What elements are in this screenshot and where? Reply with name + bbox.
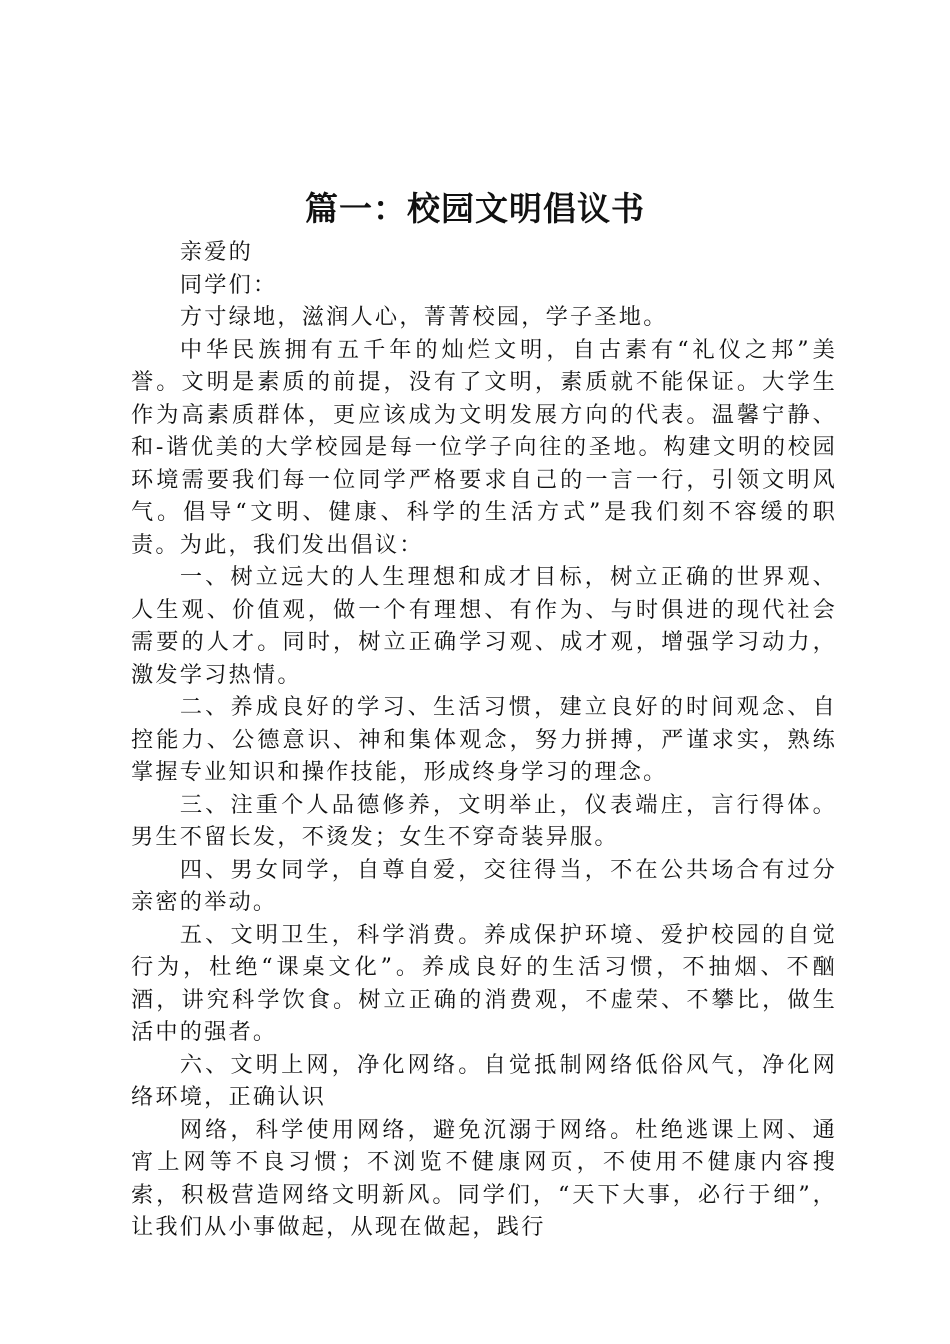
proposal-item-3: 三、注重个人品德修养，文明举止，仪表端庄，言行得体。男生不留长发，不烫发；女生不穿奇装异服。	[131, 791, 837, 850]
salutation-line-1: 亲爱的	[179, 239, 253, 265]
proposal-item-1: 一、树立远大的人生理想和成才目标，树立正确的世界观、人生观、价值观，做一个有理想、有作为、与时俱进的现代社会需要的人才。同时，树立正确学习观、成才观，增强学习动力，激发学习热情。	[131, 564, 837, 688]
proposal-item-6: 六、文明上网，净化网络。自觉抵制网络低俗风气，净化网络环境，正确认识	[131, 1051, 837, 1110]
document-body	[131, 236, 837, 1244]
proposal-item-5: 五、文明卫生，科学消费。养成保护环境、爱护校园的自觉行为，杜绝“课桌文化”。养成良好的生活习惯，不抽烟、不酗酒，讲究科学饮食。树立正确的消费观，不虚荣、不攀比，做生活中的强者。	[131, 921, 837, 1045]
proposal-item-2: 二、养成良好的学习、生活习惯，建立良好的时间观念、自控能力、公德意识、神和集体观念，努力拼搏，严谨求实，熟练掌握专业知识和操作技能，形成终身学习的理念。	[131, 694, 837, 785]
opening-paragraph: 方寸绿地，滋润人心，菁菁校园，学子圣地。	[179, 304, 668, 330]
salutation-line-2: 同学们：	[179, 271, 278, 298]
intro-paragraph: 中华民族拥有五千年的灿烂文明，自古素有“礼仪之邦”美誉。文明是素质的前提，没有了文明，素质就不能保证。大学生作为高素质群体，更应该成为文明发展方向的代表。温馨宁静、和-谐优美的大学校园是每一位学子向往的圣地。构建文明的校园环境需要我们每一位同学严格要求自己的一言一行，引领文明风气。倡导“文明、健康、科学的生活方式”是我们刻不容缓的职责。为此，我们发出倡议：	[131, 336, 837, 558]
document-title: 篇一：校园文明倡议书	[305, 189, 645, 228]
proposal-item-4: 四、男女同学，自尊自爱，交往得当，不在公共场合有过分亲密的举动。	[131, 856, 837, 915]
proposal-item-6-continued: 网络，科学使用网络，避免沉溺于网络。杜绝逃课上网、通宵上网等不良习惯；不浏览不健康网页，不使用不健康内容搜索，积极营造网络文明新风。同学们，“天下大事，必行于细”，让我们从小事做起，从现在做起，践行	[131, 1116, 837, 1240]
